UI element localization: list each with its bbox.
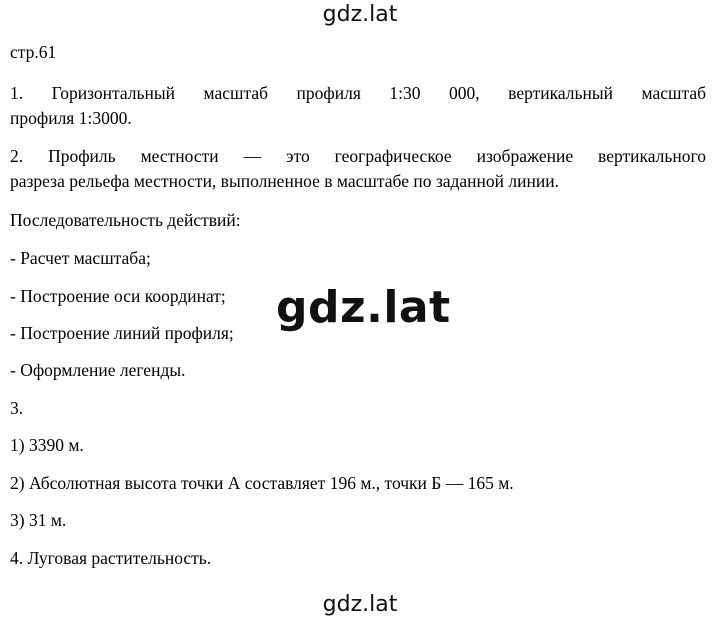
sequence-item: - Расчет масштаба; [10,248,151,268]
watermark-bottom: gdz.lat [322,592,398,617]
answer-3-item: 2) Абсолютная высота точки А составляет 196 м., точки Б — 165 м. [10,473,514,493]
answer-2-line-1: 2. Профиль местности — это географическое изображение вертикального [10,146,706,166]
page-reference: стр.61 [10,42,57,62]
answer-3-item: 3) 31 м. [10,510,67,530]
answer-2-line-2: разреза рельефа местности, выполненное в масштабе по заданной линии. [10,171,559,191]
sequence-item: - Построение линий профиля; [10,323,234,343]
answer-1-line-2: профиля 1:3000. [10,108,132,128]
watermark-top: gdz.lat [322,2,398,27]
sequence-title: Последовательность действий: [10,210,241,230]
sequence-item: - Оформление легенды. [10,360,186,380]
answer-1-line-1: 1. Горизонтальный масштаб профиля 1:30 000, вертикальный масштаб [10,83,706,103]
watermark-center: gdz.lat [276,282,451,333]
answer-3-item: 1) 3390 м. [10,435,84,455]
answer-4: 4. Луговая растительность. [10,548,212,568]
sequence-item: - Построение оси координат; [10,286,226,306]
answer-3-number: 3. [10,398,24,418]
